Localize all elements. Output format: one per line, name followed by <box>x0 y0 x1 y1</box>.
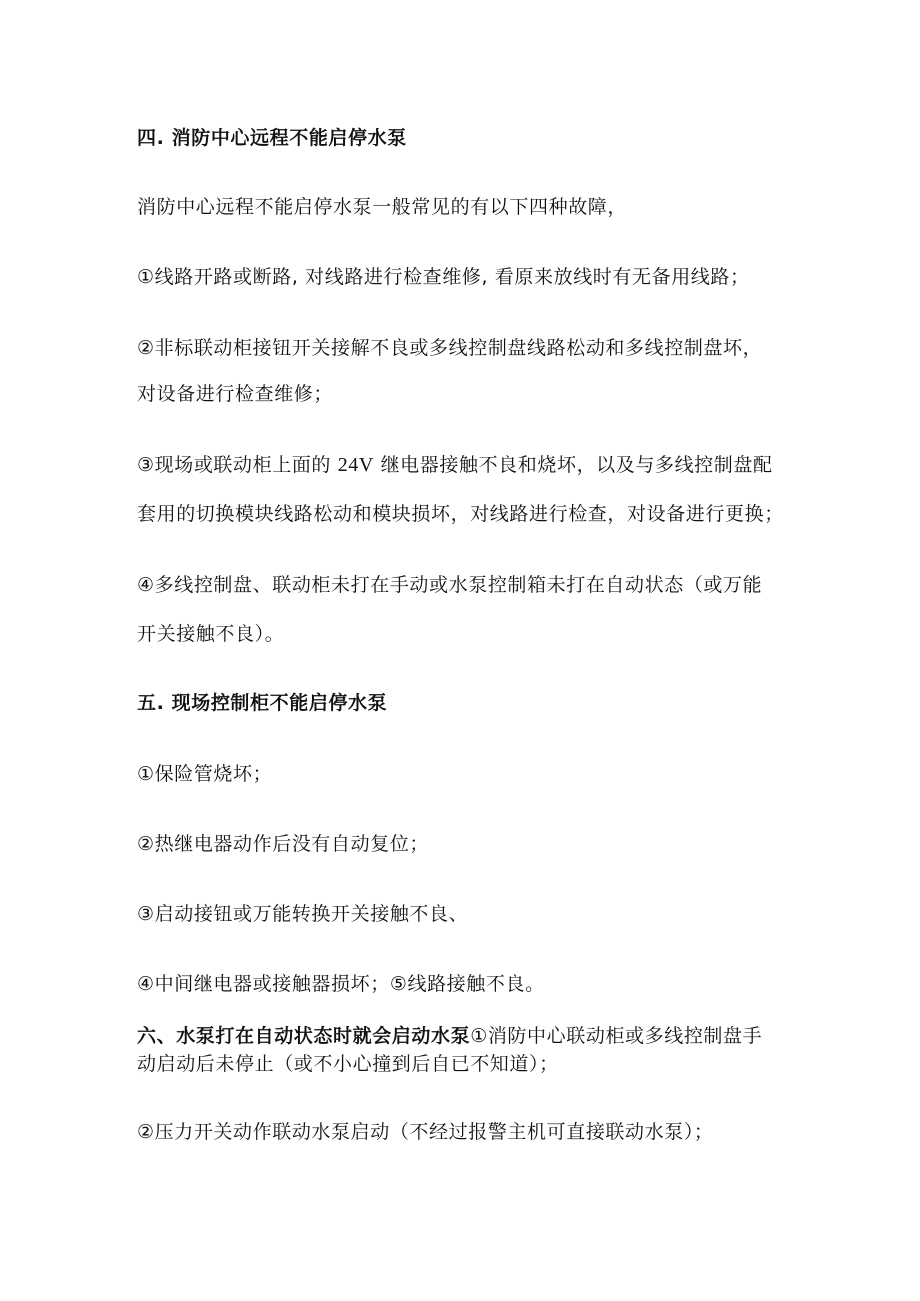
section-4-item-3-line-1 <box>137 453 773 477</box>
section-4-item-1: ①线路开路或断路, 对线路进行检查维修, 看原来放线时有无备用线路； <box>137 266 750 288</box>
section-4-item-4-line-1: ④多线控制盘、联动柜未打在手动或水泵控制箱未打在自动状态（或万能 <box>137 574 763 596</box>
section-6-line-1 <box>137 1024 762 1048</box>
section-4-item-3-text-b: 继电器接触不良和烧坏，以及与多线控制盘配 <box>380 454 773 476</box>
section-5-heading: 五. 现场控制柜不能启停水泵 <box>137 692 388 714</box>
section-4-heading: 四. 消防中心远程不能启停水泵 <box>137 127 407 149</box>
section-5-item-3: ③启动接钮或万能转换开关接触不良、 <box>137 903 469 925</box>
section-4-item-3-text-a: ③现场或联动柜上面的 <box>137 454 332 476</box>
section-4-item-2-line-2: 对设备进行检查维修； <box>137 383 334 405</box>
section-4-item-3-line-2: 套用的切换模块线路松动和模块损坏，对线路进行检查，对设备进行更换； <box>137 503 784 525</box>
section-5-item-1: ①保险管烧坏； <box>137 763 273 785</box>
section-5-item-2: ②热继电器动作后没有自动复位； <box>137 833 430 855</box>
section-6-item-2: ②压力开关动作联动水泵启动（不经过报警主机可直接联动水泵）； <box>137 1121 714 1143</box>
section-5-item-4: ④中间继电器或接触器损坏；⑤线路接触不良。 <box>137 973 545 995</box>
section-4-item-3-voltage: 24V <box>337 454 374 476</box>
section-4-item-2-line-1: ②非标联动柜接钮开关接解不良或多线控制盘线路松动和多线控制盘坏， <box>137 337 763 359</box>
section-6-heading: 六、水泵打在自动状态时就会启动水泵 <box>137 1025 471 1047</box>
section-4-intro: 消防中心远程不能启停水泵一般常见的有以下四种故障， <box>137 196 628 218</box>
section-4-item-4-line-2: 开关接触不良）。 <box>137 623 285 645</box>
section-6-item-1-start: ①消防中心联动柜或多线控制盘手 <box>470 1025 763 1047</box>
section-6-item-1-line-2: 动启动后未停止（或不小心撞到后自已不知道）； <box>137 1053 559 1075</box>
